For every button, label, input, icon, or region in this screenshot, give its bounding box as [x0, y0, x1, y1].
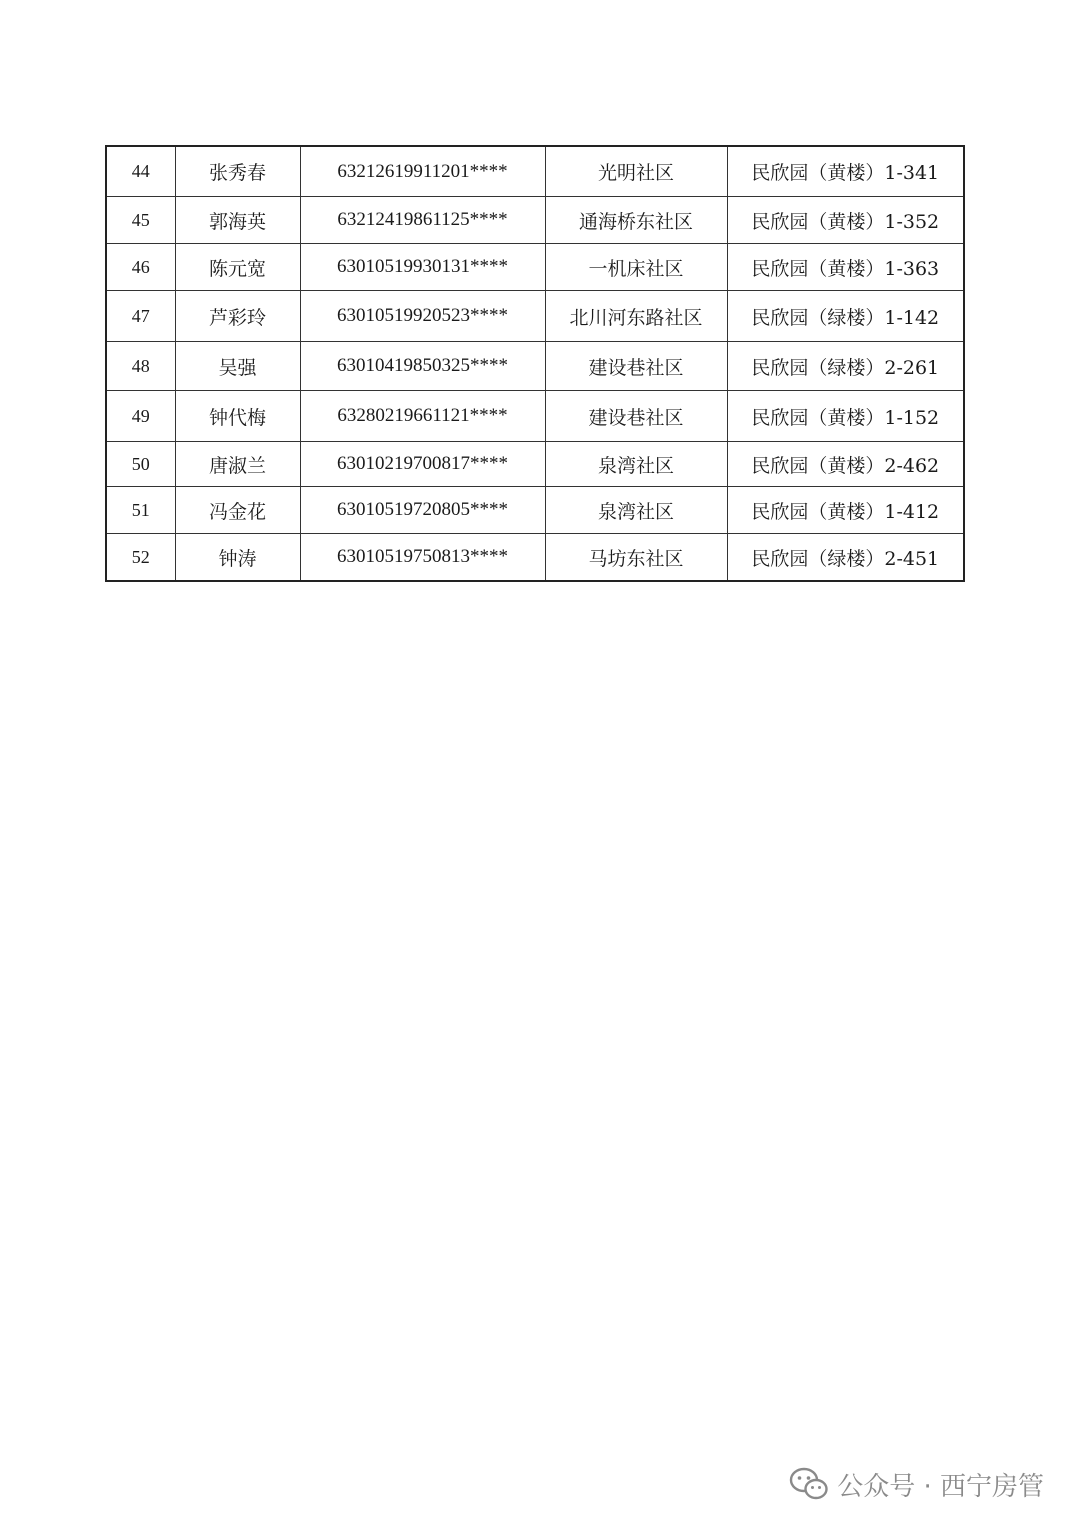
cell-name: 吴强 [175, 342, 300, 391]
cell-community: 泉湾社区 [545, 487, 727, 534]
table-row [106, 442, 964, 487]
cell-number: 51 [106, 487, 175, 534]
cell-housing: 民欣园（黄楼）1-363 [727, 244, 964, 291]
table-row [106, 391, 964, 442]
cell-number: 49 [106, 391, 175, 442]
table-row [106, 197, 964, 244]
table-row [106, 487, 964, 534]
cell-community: 一机床社区 [545, 244, 727, 291]
cell-name: 钟代梅 [175, 391, 300, 442]
cell-number: 48 [106, 342, 175, 391]
table-row [106, 342, 964, 391]
cell-name: 郭海英 [175, 197, 300, 244]
cell-id-number: 63010419850325**** [300, 342, 545, 391]
cell-number: 46 [106, 244, 175, 291]
cell-community: 建设巷社区 [545, 342, 727, 391]
cell-name: 张秀春 [175, 146, 300, 197]
watermark-text: 公众号 · 西宁房管 [837, 1471, 1044, 1502]
table-row [106, 534, 964, 582]
wechat-icon [789, 1467, 829, 1501]
cell-name: 芦彩玲 [175, 291, 300, 342]
cell-id-number: 63010219700817**** [300, 442, 545, 487]
cell-number: 52 [106, 534, 175, 582]
watermark [789, 1462, 1044, 1506]
table-row [106, 291, 964, 342]
cell-id-number: 63010519920523**** [300, 291, 545, 342]
cell-id-number: 63010519750813**** [300, 534, 545, 582]
cell-community: 北川河东路社区 [545, 291, 727, 342]
cell-housing: 民欣园（黄楼）1-152 [727, 391, 964, 442]
cell-housing: 民欣园（黄楼）2-462 [727, 442, 964, 487]
cell-housing: 民欣园（绿楼）2-451 [727, 534, 964, 582]
cell-housing: 民欣园（绿楼）2-261 [727, 342, 964, 391]
cell-housing: 民欣园（绿楼）1-142 [727, 291, 964, 342]
cell-number: 45 [106, 197, 175, 244]
table-row [106, 244, 964, 291]
cell-name: 钟涛 [175, 534, 300, 582]
cell-number: 50 [106, 442, 175, 487]
table-body [106, 146, 964, 581]
cell-name: 唐淑兰 [175, 442, 300, 487]
cell-housing: 民欣园（黄楼）1-412 [727, 487, 964, 534]
cell-id-number: 63280219661121**** [300, 391, 545, 442]
cell-id-number: 63010519720805**** [300, 487, 545, 534]
cell-community: 马坊东社区 [545, 534, 727, 582]
cell-community: 通海桥东社区 [545, 197, 727, 244]
cell-community: 光明社区 [545, 146, 727, 197]
table-row [106, 146, 964, 197]
cell-name: 冯金花 [175, 487, 300, 534]
cell-name: 陈元宽 [175, 244, 300, 291]
applicant-table [105, 145, 965, 582]
cell-number: 44 [106, 146, 175, 197]
cell-community: 建设巷社区 [545, 391, 727, 442]
cell-community: 泉湾社区 [545, 442, 727, 487]
cell-housing: 民欣园（黄楼）1-341 [727, 146, 964, 197]
cell-housing: 民欣园（黄楼）1-352 [727, 197, 964, 244]
cell-number: 47 [106, 291, 175, 342]
cell-id-number: 63212619911201**** [300, 146, 545, 197]
cell-id-number: 63212419861125**** [300, 197, 545, 244]
cell-id-number: 63010519930131**** [300, 244, 545, 291]
